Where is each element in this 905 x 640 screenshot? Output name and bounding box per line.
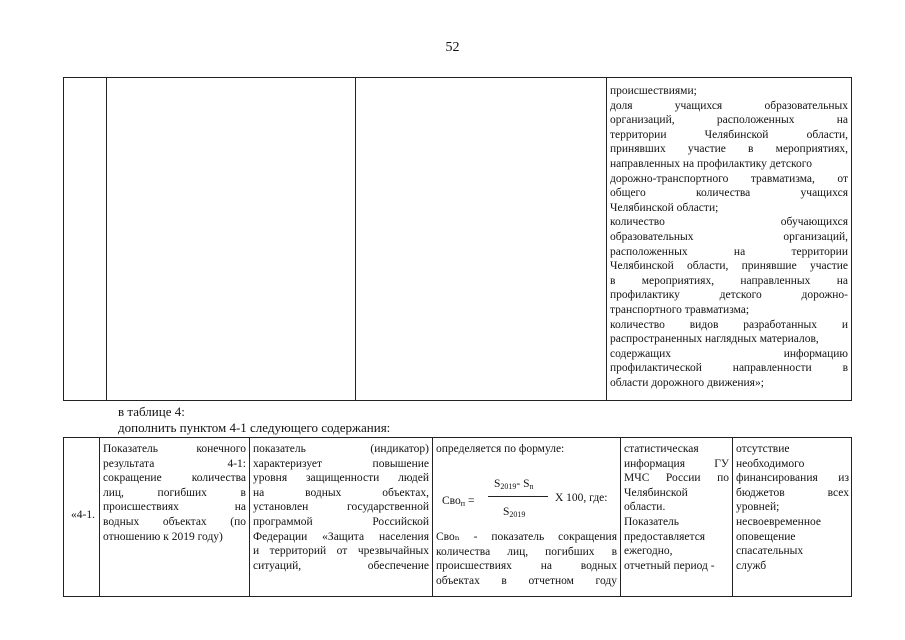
formula-denominator: [503, 506, 525, 519]
formula-num-sep: - S: [516, 478, 530, 490]
text-line: объектах в отчетном году: [436, 574, 617, 587]
formula-num-a: S: [494, 478, 501, 490]
text-line: на водных объектах,: [253, 486, 429, 499]
table2-col-divider: [620, 437, 621, 597]
text-line: организаций, расположенных на: [610, 114, 848, 127]
text-line: образовательных организаций,: [610, 230, 848, 243]
formula-lhs-sub: п: [460, 499, 466, 508]
text-line: уровней;: [736, 501, 780, 514]
cell-indicator-name: [103, 442, 246, 544]
formula-lhs: [442, 495, 474, 508]
page-number: 52: [445, 40, 460, 55]
cell-indicator-description: [253, 442, 429, 573]
text-line: оповещение: [736, 530, 796, 543]
text-line: Показатель: [624, 515, 680, 528]
text-line: направленных на профилактику детского: [610, 157, 812, 170]
formula-den: S: [503, 506, 510, 518]
text-line: транспортного травматизма;: [610, 303, 750, 316]
text-line: содержащих информацию: [610, 347, 848, 360]
text-line: Челябинской области;: [610, 201, 719, 214]
text-line: Челябинской: [624, 486, 688, 499]
text-line: территории Челябинской области,: [610, 128, 848, 141]
formula-lhs-symbol: Сво: [442, 495, 461, 507]
text-line: лиц, погибших в: [103, 486, 246, 499]
text-line: статистическая: [624, 443, 699, 455]
text-line: профилактической направленности в: [610, 362, 848, 375]
text-line: установлен государственной: [253, 501, 429, 514]
text-line: уровня защищенности людей: [253, 472, 429, 485]
table2-col-divider: [99, 437, 100, 597]
intro-line-1: в таблице 4:: [118, 404, 185, 419]
table1-cell-indicators-text: [610, 84, 848, 390]
text-line: доля учащихся образовательных: [610, 99, 848, 112]
text-line: ежегодно,: [624, 545, 673, 558]
text-line: водных объектах (по: [103, 515, 246, 528]
formula-tail: X 100, где:: [555, 492, 608, 504]
text-line: и территорий от чрезвычайных: [253, 545, 429, 558]
text-line: распространенных наглядных материалов,: [610, 333, 819, 346]
text-line: предоставляется: [624, 530, 706, 543]
table1-col-divider: [606, 77, 607, 401]
formula-intro: определяется по формуле:: [436, 443, 565, 455]
formula-explanation: [436, 530, 617, 588]
text-line: отношению к 2019 году): [103, 530, 223, 543]
text-line: информация ГУ: [624, 457, 729, 470]
table2-col-divider: [249, 437, 250, 597]
table1-col-divider: [106, 77, 107, 401]
text-line: количество обучающихся: [610, 216, 848, 229]
text-line: служб: [736, 559, 767, 572]
formula-num-a-sub: 2019: [500, 482, 517, 491]
cell-risks: [736, 442, 849, 573]
text-line: Федерации «Защита населения: [253, 530, 429, 543]
text-line: расположенных на территории: [610, 245, 848, 258]
text-line: общего количества учащихся: [610, 187, 848, 200]
table1-col-divider: [355, 77, 356, 401]
text-line: количество видов разработанных и: [610, 318, 848, 331]
text-line: ситуаций, обеспечение: [253, 559, 429, 572]
text-line: необходимого: [736, 457, 805, 470]
text-line: принявших участие в мероприятиях,: [610, 143, 848, 156]
text-line: отчетный период -: [624, 559, 715, 572]
text-line: показатель (индикатор): [253, 443, 429, 455]
cell-formula: [436, 442, 617, 457]
text-line: области дорожного движения»;: [610, 376, 764, 389]
text-line: количества лиц, погибших в: [436, 545, 617, 558]
table2-col-divider: [432, 437, 433, 597]
text-line: результата 4-1:: [103, 457, 246, 470]
text-line: программой Российской: [253, 515, 429, 528]
text-line: Показатель конечного: [103, 443, 246, 455]
formula-fraction-bar: [488, 496, 548, 497]
text-line: происшествиями;: [610, 85, 697, 97]
formula-equals: =: [467, 495, 475, 507]
text-line: отсутствие: [736, 443, 790, 455]
text-line: МЧС России по: [624, 472, 729, 485]
text-line: бюджетов всех: [736, 486, 849, 499]
formula-den-sub: 2019: [509, 510, 526, 519]
table2-col-divider: [732, 437, 733, 597]
cell-data-source: [624, 442, 729, 573]
text-line: несвоевременное: [736, 515, 821, 528]
text-line: финансирования из: [736, 472, 849, 485]
text-line: дорожно-транспортного травматизма, от: [610, 172, 848, 185]
text-line: Своₙ - показатель сокращения: [436, 531, 617, 543]
text-line: характеризует повышение: [253, 457, 429, 470]
text-line: происшествиях на: [103, 501, 246, 514]
text-line: области.: [624, 501, 666, 514]
row-marker: «4-1.: [71, 509, 95, 521]
formula-num-b-sub: n: [529, 482, 534, 491]
text-line: происшествиях на водных: [436, 560, 617, 573]
text-line: профилактику детского дорожно-: [610, 289, 848, 302]
text-line: сокращение количества: [103, 472, 246, 485]
text-line: спасательных: [736, 545, 804, 558]
text-line: в мероприятиях, направленных на: [610, 274, 848, 287]
text-line: Челябинской области, принявшие участие: [610, 260, 848, 273]
formula-numerator: [494, 478, 534, 491]
intro-line-2: дополнить пунктом 4-1 следующего содержания:: [118, 420, 391, 435]
